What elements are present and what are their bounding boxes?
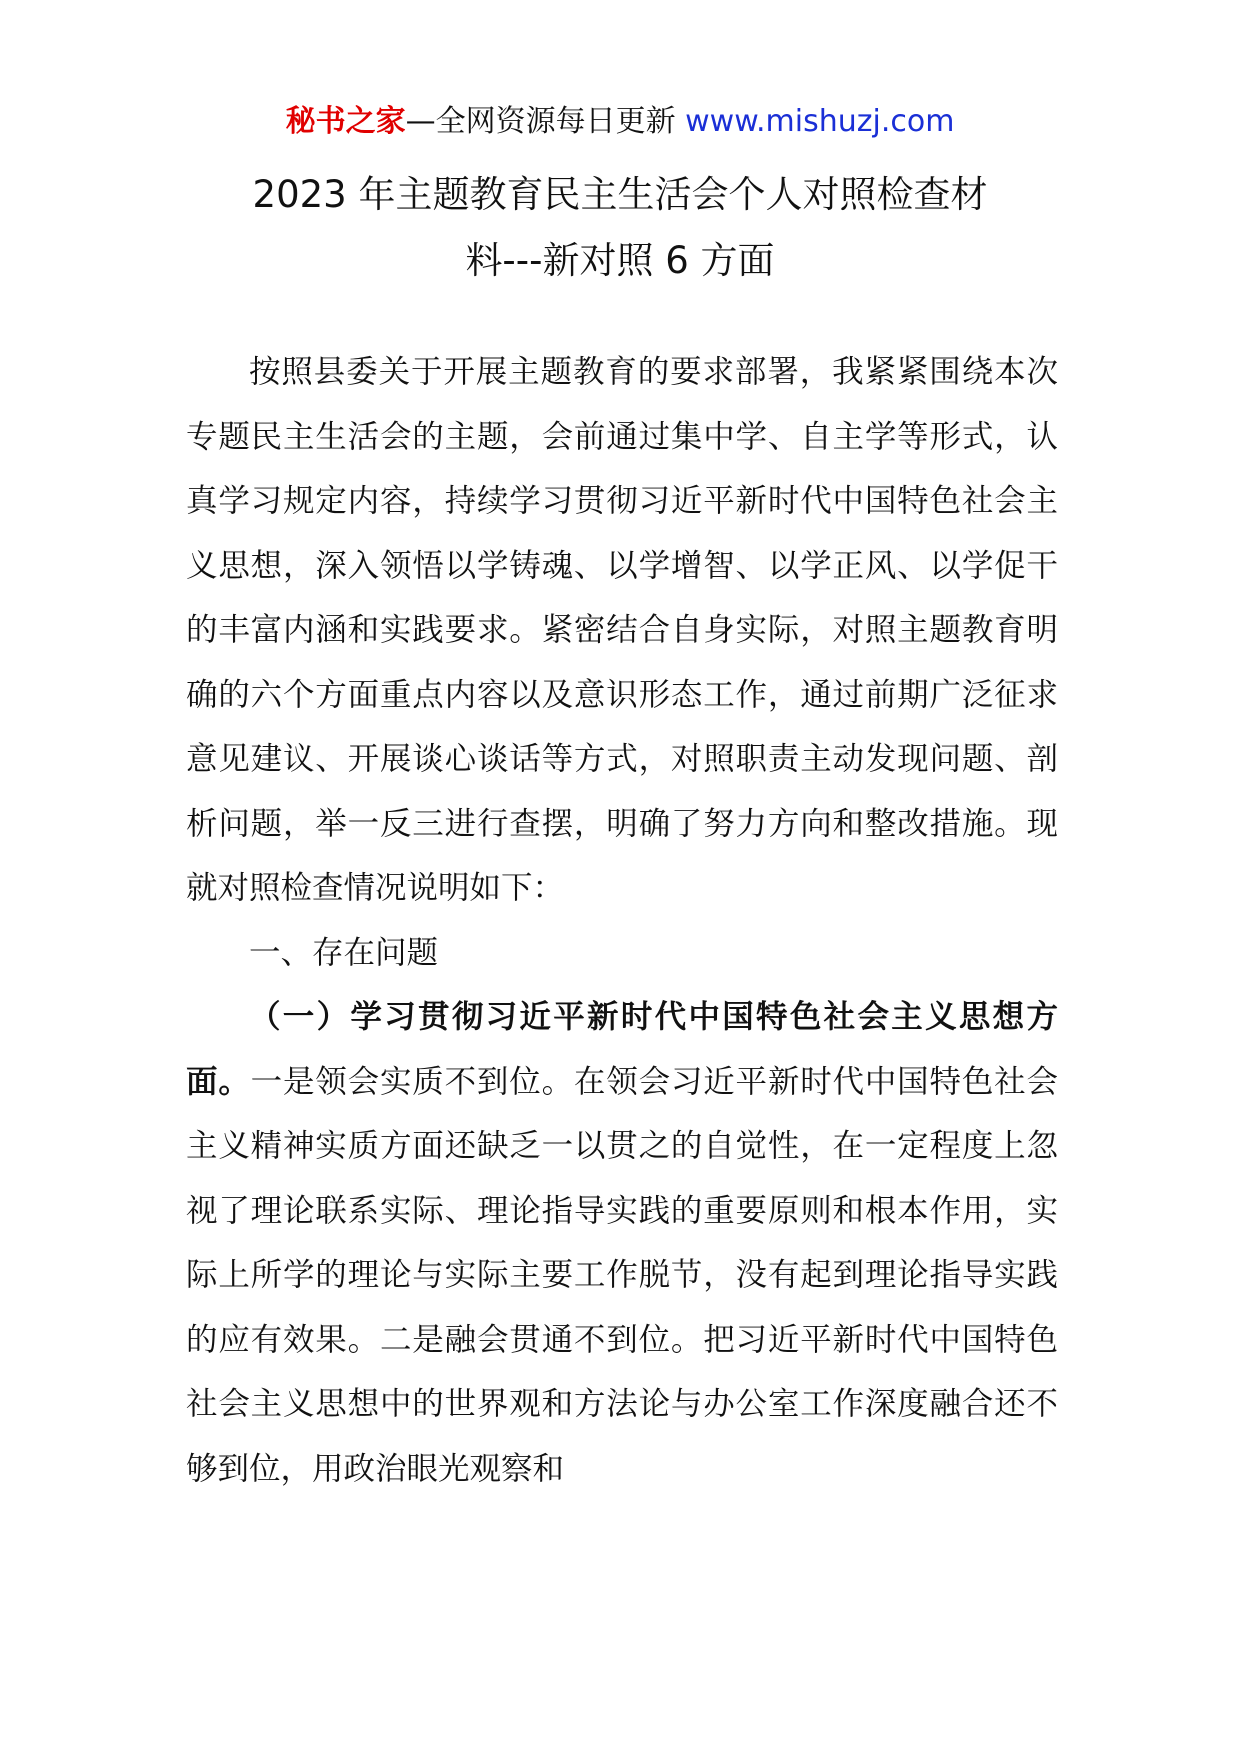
site-url-link[interactable]: www.mishuzj.com [685,104,955,139]
document-title [160,162,1080,294]
site-tagline: —全网资源每日更新 [405,104,686,139]
subsection-1-heading: （一）学习贯彻习近平新时代中国特色社会主义思想方面。 [186,999,1058,1100]
site-header [0,100,1240,144]
subsection-1-paragraph [186,985,1058,1501]
subsection-1-text: 一是领会实质不到位。在领会习近平新时代中国特色社会主义精神实质方面还缺乏一以贯之的自觉性，在一定程度上忽视了理论联系实际、理论指导实践的重要原则和根本作用，实际上所学的理论与实际主要工作脱节，没有起到理论指导实践的应有效果。二是融会贯通不到位。把习近平新时代中国特色社会主义思想中的世界观和方法论与办公室工作深度融合还不够到位，用政治眼光观察和 [186,1063,1058,1487]
site-brand: 秘书之家 [285,104,406,139]
title-line-2: 料---新对照 6 方面 [465,239,775,282]
document-body [186,340,1058,1501]
title-line-1: 2023 年主题教育民主生活会个人对照检查材 [252,173,988,216]
section-heading-problems: 一、存在问题 [249,934,439,971]
intro-paragraph: 按照县委关于开展主题教育的要求部署，我紧紧围绕本次专题民主生活会的主题，会前通过集中学、自主学等形式，认真学习规定内容，持续学习贯彻习近平新时代中国特色社会主义思想，深入领悟以学铸魂、以学增智、以学正风、以学促干的丰富内涵和实践要求。紧密结合自身实际，对照主题教育明确的六个方面重点内容以及意识形态工作，通过前期广泛征求意见建议、开展谈心谈话等方式，对照职责主动发现问题、剖析问题，举一反三进行查摆，明确了努力方向和整改措施。现就对照检查情况说明如下： [186,354,1058,906]
